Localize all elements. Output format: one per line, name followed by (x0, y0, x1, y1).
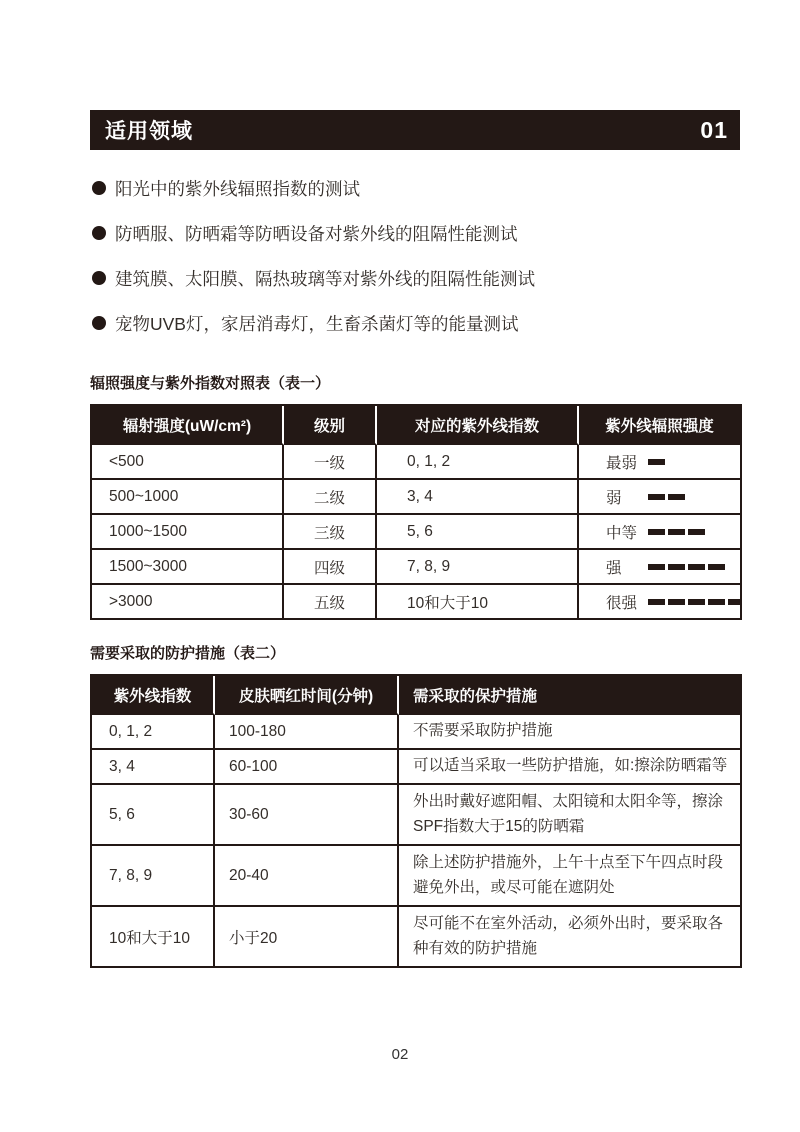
column-header: 需采取的保护措施 (399, 676, 742, 715)
time-cell: 20-40 (215, 846, 399, 907)
table-header-row (92, 406, 742, 445)
table-row (92, 846, 742, 907)
level-cell: 一级 (284, 445, 377, 480)
table-row (92, 907, 742, 968)
table2-caption: 需要采取的防护措施（表二） (90, 645, 286, 662)
uv-index-cell: 0, 1, 2 (92, 715, 215, 750)
bullet-dot-icon (92, 316, 106, 330)
measures-cell: 尽可能不在室外活动，必须外出时，要采取各种有效的防护措施 (399, 907, 742, 968)
column-header: 皮肤晒红时间(分钟) (215, 676, 399, 715)
strength-cell (579, 550, 742, 585)
strength-bar-icon (708, 564, 725, 570)
strength-bar-icon (688, 599, 705, 605)
bullet-dot-icon (92, 271, 106, 285)
bullet-text: 阳光中的紫外线辐照指数的测试 (115, 178, 360, 199)
level-cell: 五级 (284, 585, 377, 620)
measures-cell: 外出时戴好遮阳帽、太阳镜和太阳伞等，擦涂SPF指数大于15的防晒霜 (399, 785, 742, 846)
level-cell: 二级 (284, 480, 377, 515)
section-number: 01 (700, 116, 728, 143)
intensity-cell: 500~1000 (92, 480, 284, 515)
strength-bar-icon (648, 494, 665, 500)
table-header-row (92, 676, 742, 715)
table-row (92, 785, 742, 846)
time-cell: 100-180 (215, 715, 399, 750)
strength-bar-icon (648, 599, 665, 605)
table-row (92, 550, 742, 585)
column-header: 紫外线指数 (92, 676, 215, 715)
table-row (92, 480, 742, 515)
measures-cell: 可以适当采取一些防护措施，如:擦涂防晒霜等 (399, 750, 742, 785)
strength-cell (579, 515, 742, 550)
uv-index-cell: 5, 6 (92, 785, 215, 846)
uv-index-cell: 0, 1, 2 (377, 445, 579, 480)
strength-bar-icon (668, 599, 685, 605)
strength-bar-icon (688, 529, 705, 535)
column-header: 辐射强度(uW/cm²) (92, 406, 284, 445)
list-item (92, 221, 742, 245)
column-header: 对应的紫外线指数 (377, 406, 579, 445)
uv-index-cell: 7, 8, 9 (377, 550, 579, 585)
level-cell: 四级 (284, 550, 377, 585)
uv-index-cell: 3, 4 (377, 480, 579, 515)
bullet-text: 宠物UVB灯，家居消毒灯，生畜杀菌灯等的能量测试 (115, 313, 519, 334)
section-header-bar (90, 110, 740, 150)
uv-index-cell: 7, 8, 9 (92, 846, 215, 907)
strength-bar-icon (648, 459, 665, 465)
strength-bar-icon (668, 494, 685, 500)
bullet-text: 防晒服、防晒霜等防晒设备对紫外线的阻隔性能测试 (115, 223, 518, 244)
bullet-dot-icon (92, 181, 106, 195)
page-number: 02 (391, 1046, 409, 1063)
table1-caption: 辐照强度与紫外指数对照表（表一） (90, 375, 331, 392)
uv-index-cell: 10和大于10 (377, 585, 579, 620)
strength-bar-icon (688, 564, 705, 570)
bullet-dot-icon (92, 226, 106, 240)
strength-cell (579, 585, 742, 620)
strength-label: 很强 (606, 594, 638, 612)
list-item (92, 266, 742, 290)
strength-label: 强 (606, 559, 622, 577)
strength-bars (648, 494, 688, 500)
strength-bar-icon (728, 599, 742, 605)
strength-cell (579, 445, 742, 480)
bullet-list (92, 176, 742, 356)
level-cell: 三级 (284, 515, 377, 550)
intensity-cell: 1000~1500 (92, 515, 284, 550)
strength-bar-icon (648, 564, 665, 570)
strength-bars (648, 459, 668, 465)
column-header: 级别 (284, 406, 377, 445)
list-item (92, 176, 742, 200)
time-cell: 60-100 (215, 750, 399, 785)
intensity-cell: >3000 (92, 585, 284, 620)
section-title: 适用领域 (105, 120, 193, 143)
strength-bar-icon (708, 599, 725, 605)
strength-cell (579, 480, 742, 515)
time-cell: 30-60 (215, 785, 399, 846)
strength-label: 中等 (606, 524, 638, 542)
uv-index-table (90, 404, 742, 620)
measures-cell: 不需要采取防护措施 (399, 715, 742, 750)
strength-bar-icon (668, 529, 685, 535)
table-row (92, 585, 742, 620)
time-cell: 小于20 (215, 907, 399, 968)
intensity-cell: 1500~3000 (92, 550, 284, 585)
table-row (92, 715, 742, 750)
intensity-cell: <500 (92, 445, 284, 480)
table-row (92, 515, 742, 550)
strength-label: 弱 (606, 489, 622, 507)
table-row (92, 445, 742, 480)
table-row (92, 750, 742, 785)
strength-label: 最弱 (606, 454, 638, 472)
list-item (92, 311, 742, 335)
uv-index-cell: 10和大于10 (92, 907, 215, 968)
strength-bar-icon (668, 564, 685, 570)
column-header: 紫外线辐照强度 (579, 406, 742, 445)
protection-measures-table (90, 674, 742, 968)
strength-bar-icon (648, 529, 665, 535)
strength-bars (648, 564, 728, 570)
strength-bars (648, 529, 708, 535)
measures-cell: 除上述防护措施外，上午十点至下午四点时段避免外出，或尽可能在遮阴处 (399, 846, 742, 907)
strength-bars (648, 599, 742, 605)
uv-index-cell: 5, 6 (377, 515, 579, 550)
bullet-text: 建筑膜、太阳膜、隔热玻璃等对紫外线的阻隔性能测试 (115, 268, 535, 289)
uv-index-cell: 3, 4 (92, 750, 215, 785)
